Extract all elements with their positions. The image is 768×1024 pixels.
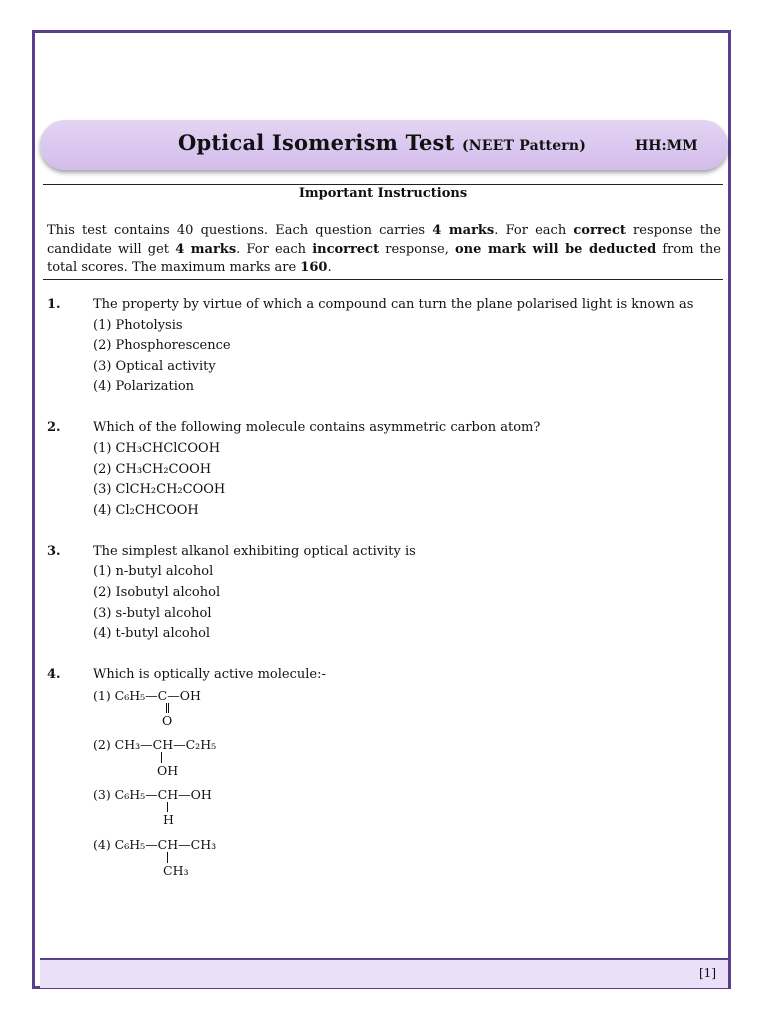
option: (1) Photolysis: [93, 318, 183, 333]
molecule-substituent: CH₃: [163, 863, 189, 878]
page-title: Optical Isomerism Test (NEET Pattern): [178, 130, 587, 155]
time-label: HH:MM: [635, 138, 698, 154]
option: (3) s-butyl alcohol: [93, 606, 212, 621]
molecule-chain: (2) CH₃—CH—C₂H₅: [93, 737, 217, 752]
option: (4) Polarization: [93, 379, 195, 394]
question-text: The property by virtue of which a compound can turn the plane polarised light is known as: [93, 297, 694, 312]
question-number: 3.: [47, 544, 61, 559]
option: (3) ClCH₂CH₂COOH: [93, 482, 226, 497]
question-number: 4.: [47, 667, 61, 682]
question-text: Which of the following molecule contains asymmetric carbon atom?: [93, 420, 541, 435]
question-number: 2.: [47, 420, 61, 435]
question-text: The simplest alkanol exhibiting optical activity is: [93, 544, 416, 559]
option: (3) Optical activity: [93, 359, 216, 374]
divider-instructions: [43, 279, 723, 280]
divider-top: [43, 184, 723, 185]
option: (4) Cl₂CHCOOH: [93, 503, 199, 518]
option: (2) Isobutyl alcohol: [93, 585, 221, 600]
option: (1) n-butyl alcohol: [93, 564, 214, 579]
molecule-substituent: O: [162, 713, 173, 728]
molecule-chain: (1) C₆H₅—C—OH: [93, 688, 201, 703]
single-bond: [161, 752, 162, 763]
single-bond: [167, 802, 168, 812]
question-text: Which is optically active molecule:-: [93, 667, 326, 682]
option: (1) CH₃CHClCOOH: [93, 441, 221, 456]
instructions-heading: Important Instructions: [298, 186, 468, 201]
molecule-substituent: H: [163, 812, 174, 827]
option: (2) CH₃CH₂COOH: [93, 462, 212, 477]
option: (2) Phosphorescence: [93, 338, 231, 353]
question-number: 1.: [47, 297, 61, 312]
single-bond: [167, 852, 168, 863]
molecule-chain: (3) C₆H₅—CH—OH: [93, 787, 212, 802]
option: (4) t-butyl alcohol: [93, 626, 211, 641]
molecule-substituent: OH: [157, 763, 179, 778]
molecule-chain: (4) C₆H₅—CH—CH₃: [93, 837, 217, 852]
instructions-text: This test contains 40 questions. Each question carries 4 marks. For each correct response the candidate will get 4 marks. For each incorrect response, one mark will be deducted from the total scores. The maximum marks are 160.: [47, 223, 721, 275]
double-bond: [166, 703, 169, 713]
page-number: [1]: [699, 966, 716, 980]
footer-bar: [40, 958, 728, 988]
page-subtitle: (NEET Pattern): [461, 138, 587, 154]
question-4: [47, 667, 717, 887]
